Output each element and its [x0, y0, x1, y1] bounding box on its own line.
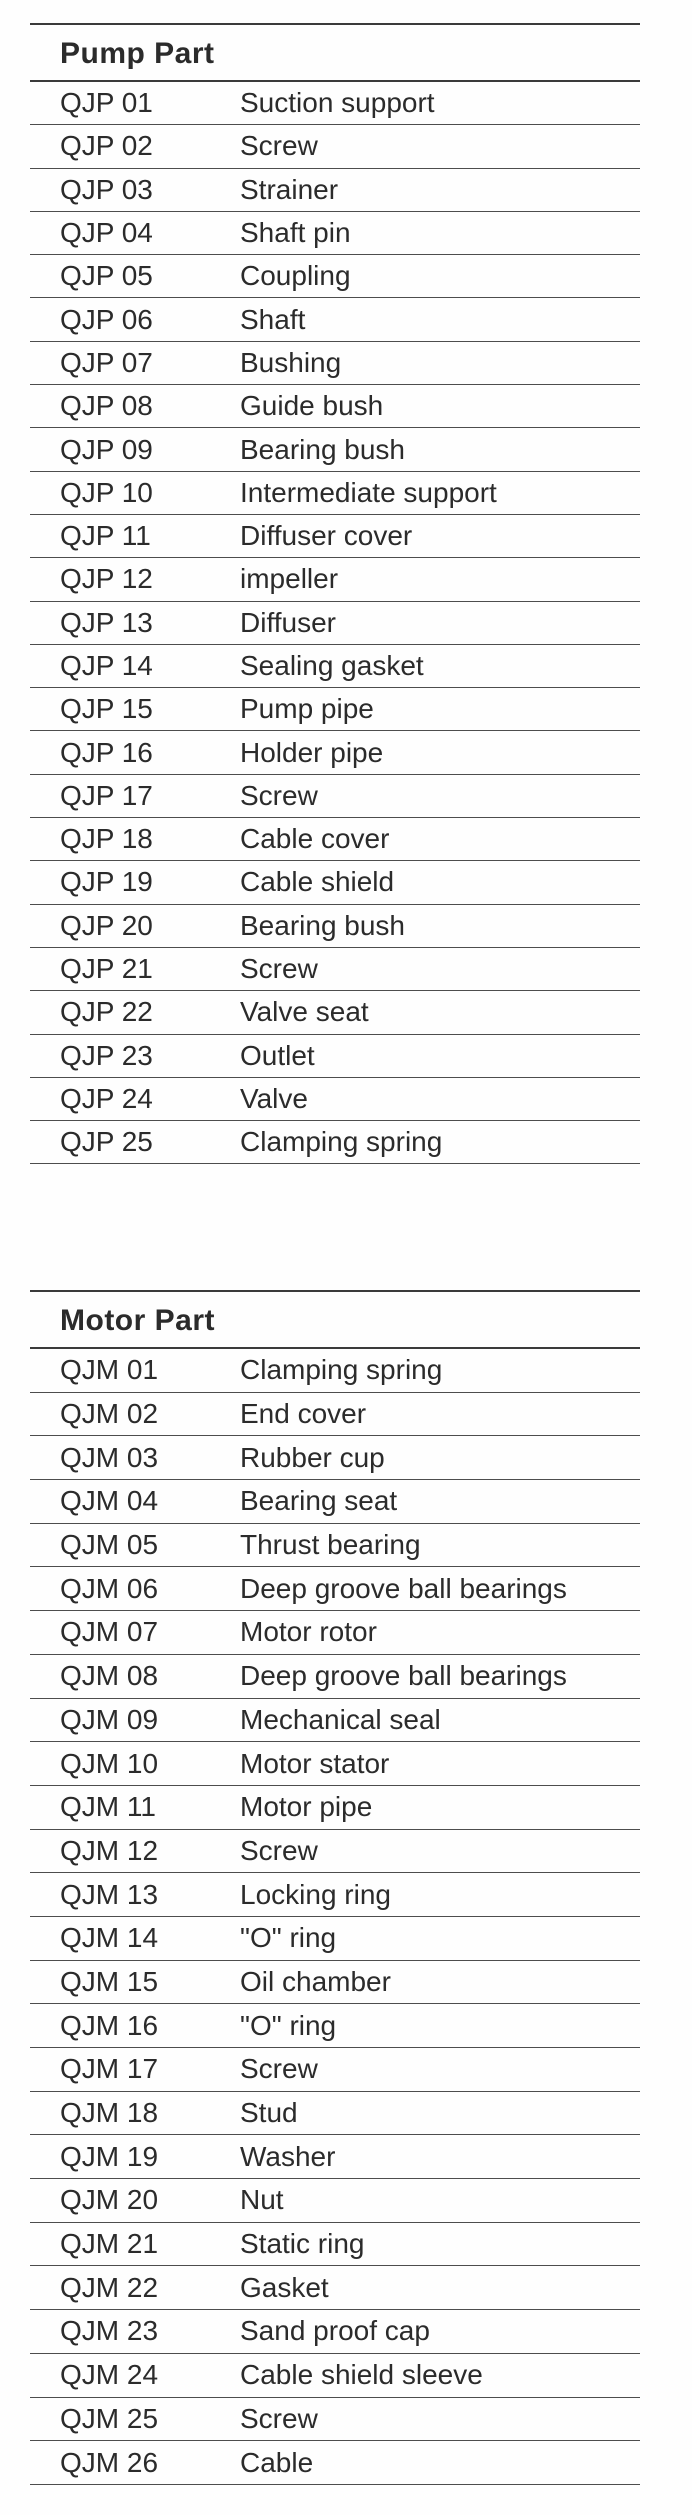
- table-row: [30, 861, 640, 904]
- part-code: QJP 14: [60, 650, 153, 681]
- table-row: [30, 1917, 640, 1961]
- table-row: [30, 1830, 640, 1874]
- part-code: QJM 11: [60, 1791, 156, 1823]
- part-code: QJM 21: [60, 2228, 159, 2260]
- part-code: QJM 04: [60, 1485, 159, 1517]
- table-row: [30, 428, 640, 471]
- pump-table-rows: [30, 82, 640, 1164]
- part-name: Nut: [240, 2184, 284, 2216]
- part-code: QJP 07: [60, 346, 153, 378]
- table-row: [30, 1567, 640, 1611]
- part-code: QJM 16: [60, 2009, 159, 2041]
- table-row: [30, 385, 640, 428]
- part-code: QJP 03: [60, 173, 153, 205]
- part-code: QJM 05: [60, 1529, 159, 1561]
- table-row: [30, 1524, 640, 1568]
- part-code: QJM 25: [60, 2402, 159, 2434]
- part-code: QJM 23: [60, 2315, 159, 2347]
- part-name: Valve seat: [240, 996, 369, 1028]
- part-name: Cable: [240, 2446, 314, 2478]
- part-name: Clamping spring: [240, 1126, 443, 1158]
- table-row: [30, 212, 640, 255]
- part-code: QJM 14: [60, 1922, 159, 1954]
- pump-table-title: Pump Part: [30, 23, 640, 82]
- part-name: Outlet: [240, 1039, 315, 1071]
- part-code: QJM 01: [60, 1354, 159, 1386]
- part-name: Bearing seat: [240, 1485, 398, 1517]
- table-row: [30, 775, 640, 818]
- part-code: QJP 25: [60, 1126, 153, 1158]
- part-name: Diffuser: [240, 606, 336, 638]
- part-code: QJM 19: [60, 2140, 159, 2172]
- table-row: [30, 1699, 640, 1743]
- table-row: [30, 2266, 640, 2310]
- part-name: Clamping spring: [240, 1354, 443, 1386]
- part-name: Shaft: [240, 303, 306, 335]
- table-row: [30, 1480, 640, 1524]
- table-row: [30, 1611, 640, 1655]
- part-code: QJM 24: [60, 2359, 159, 2391]
- table-row: [30, 1742, 640, 1786]
- part-name: Screw: [240, 2053, 318, 2085]
- table-row: [30, 991, 640, 1034]
- part-code: QJP 05: [60, 260, 153, 292]
- part-name: Suction support: [240, 87, 435, 119]
- table-row: [30, 515, 640, 558]
- part-code: QJP 10: [60, 476, 153, 508]
- part-code: QJP 06: [60, 303, 153, 335]
- part-code: QJP 18: [60, 823, 153, 855]
- part-name: Cable shield sleeve: [240, 2359, 483, 2391]
- part-code: QJM 06: [60, 1572, 159, 1604]
- table-row: [30, 2398, 640, 2442]
- part-name: Stud: [240, 2097, 298, 2129]
- part-code: QJP 15: [60, 693, 153, 725]
- table-row: [30, 2223, 640, 2267]
- part-code: QJM 18: [60, 2097, 159, 2129]
- part-name: Coupling: [240, 260, 351, 292]
- part-code: QJP 01: [60, 87, 153, 119]
- table-row: [30, 1078, 640, 1121]
- part-name: Screw: [240, 953, 318, 985]
- part-code: QJP 04: [60, 217, 153, 249]
- part-name: impeller: [240, 563, 339, 595]
- part-code: QJP 20: [60, 909, 153, 941]
- part-name: Shaft pin: [240, 217, 351, 249]
- part-name: Screw: [240, 1834, 318, 1866]
- part-name: Motor stator: [240, 1747, 390, 1779]
- part-name: Deep groove ball bearings: [240, 1572, 567, 1604]
- part-code: QJM 03: [60, 1441, 159, 1473]
- table-row: [30, 1873, 640, 1917]
- table-row: [30, 2179, 640, 2223]
- part-name: Gasket: [240, 2271, 329, 2303]
- part-name: Motor pipe: [240, 1791, 373, 1823]
- part-code: QJM 08: [60, 1660, 159, 1692]
- part-code: QJP 21: [60, 953, 153, 985]
- part-name: Screw: [240, 2402, 318, 2434]
- part-code: QJP 12: [60, 563, 153, 595]
- table-row: [30, 558, 640, 601]
- part-code: QJM 07: [60, 1616, 159, 1648]
- part-name: Diffuser cover: [240, 520, 413, 552]
- table-row: [30, 1786, 640, 1830]
- part-name: Rubber cup: [240, 1441, 385, 1473]
- table-row: [30, 602, 640, 645]
- table-row: [30, 948, 640, 991]
- part-name: Screw: [240, 130, 318, 162]
- motor-table-rows: [30, 1349, 640, 2485]
- table-row: [30, 1035, 640, 1078]
- part-name: "O" ring: [240, 1922, 337, 1954]
- table-row: [30, 255, 640, 298]
- table-row: [30, 1393, 640, 1437]
- table-row: [30, 342, 640, 385]
- part-code: QJP 16: [60, 736, 153, 768]
- part-code: QJM 22: [60, 2271, 159, 2303]
- table-row: [30, 1436, 640, 1480]
- table-row: [30, 645, 640, 688]
- part-code: QJM 12: [60, 1834, 159, 1866]
- part-name: Pump pipe: [240, 693, 374, 725]
- part-code: QJP 09: [60, 433, 153, 465]
- part-name: Sealing gasket: [240, 650, 424, 681]
- motor-table-title: Motor Part: [30, 1290, 640, 1349]
- part-name: Cable shield: [240, 866, 395, 898]
- part-name: Sand proof cap: [240, 2315, 430, 2347]
- table-row: [30, 2092, 640, 2136]
- part-name: Static ring: [240, 2228, 365, 2260]
- part-name: End cover: [240, 1398, 367, 1430]
- part-code: QJP 19: [60, 866, 153, 898]
- part-name: Guide bush: [240, 390, 384, 422]
- pump-part-table: [30, 23, 640, 1164]
- table-row: [30, 818, 640, 861]
- part-code: QJM 15: [60, 1965, 159, 1997]
- part-code: QJP 23: [60, 1039, 153, 1071]
- table-row: [30, 472, 640, 515]
- part-name: Strainer: [240, 173, 339, 205]
- table-row: [30, 2441, 640, 2485]
- part-name: Deep groove ball bearings: [240, 1660, 567, 1692]
- part-name: Mechanical seal: [240, 1703, 441, 1735]
- part-code: QJM 09: [60, 1703, 159, 1735]
- motor-part-table: [30, 1290, 640, 2485]
- part-name: Valve: [240, 1082, 308, 1114]
- part-name: "O" ring: [240, 2009, 337, 2041]
- part-code: QJP 17: [60, 779, 153, 811]
- table-row: [30, 125, 640, 168]
- table-row: [30, 1655, 640, 1699]
- part-name: Holder pipe: [240, 736, 384, 768]
- part-code: QJM 13: [60, 1878, 159, 1910]
- table-row: [30, 1961, 640, 2005]
- part-name: Bushing: [240, 346, 342, 378]
- part-code: QJP 22: [60, 996, 153, 1028]
- part-name: Oil chamber: [240, 1965, 391, 1997]
- part-name: Cable cover: [240, 823, 390, 855]
- part-code: QJP 11: [60, 520, 151, 552]
- part-code: QJM 20: [60, 2184, 159, 2216]
- part-code: QJP 24: [60, 1082, 153, 1114]
- part-name: Motor rotor: [240, 1616, 377, 1648]
- table-row: [30, 2048, 640, 2092]
- table-row: [30, 2354, 640, 2398]
- part-code: QJP 08: [60, 390, 153, 422]
- part-name: Bearing bush: [240, 433, 406, 465]
- table-row: [30, 905, 640, 948]
- part-name: Thrust bearing: [240, 1529, 421, 1561]
- part-code: QJM 26: [60, 2446, 159, 2478]
- table-row: [30, 2004, 640, 2048]
- part-name: Bearing bush: [240, 909, 406, 941]
- part-code: QJM 10: [60, 1747, 159, 1779]
- table-row: [30, 1349, 640, 1393]
- table-row: [30, 1121, 640, 1164]
- part-name: Intermediate support: [240, 476, 497, 508]
- table-row: [30, 688, 640, 731]
- table-row: [30, 169, 640, 212]
- table-row: [30, 731, 640, 774]
- part-name: Washer: [240, 2140, 336, 2172]
- part-code: QJP 13: [60, 606, 153, 638]
- table-row: [30, 2310, 640, 2354]
- table-row: [30, 298, 640, 341]
- table-row: [30, 82, 640, 125]
- part-code: QJP 02: [60, 130, 153, 162]
- table-row: [30, 2135, 640, 2179]
- part-code: QJM 02: [60, 1398, 159, 1430]
- part-code: QJM 17: [60, 2053, 159, 2085]
- part-name: Locking ring: [240, 1878, 391, 1910]
- part-name: Screw: [240, 779, 318, 811]
